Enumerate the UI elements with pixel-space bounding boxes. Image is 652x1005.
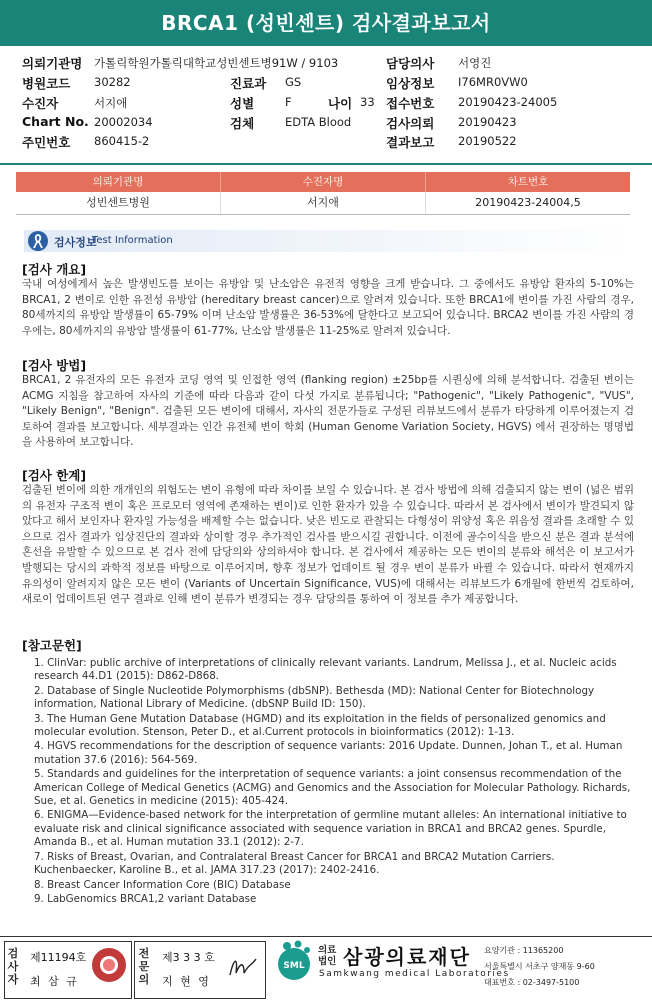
org-info: 서울특별시 서초구 양재동 9-60 [484, 962, 595, 971]
column-header: 의뢰기관명 [92, 176, 144, 188]
org-name-en: Samkwang medical Laboratories [319, 969, 510, 979]
list-item: 8. Breast Cancer Information Core (BIC) Database [34, 878, 291, 891]
section-body: BRCA1, 2 유전자의 모든 유전자 코딩 영역 및 인접한 영역 (flanking region) ±25bp를 시퀀싱에 의해 분석합니다. 검출된 변이는 ACMG 지침을 참고하여 자사의 기준에 따라 다음과 같이 다섯 가지로 분류됩니다; "Pathogenic", "Likely Pathogenic", "VUS", "Likely Benign", "Benign". 검출된 모든 변이에 대해서, 자사의 전문가들로 구성된 리뷰보드에서 분류가 타당하게 이루어졌는지 검토하여 결과를 보고합니다. 세부결과는 인간 유전체 변이 학회 (Human Genome Variation Society, HGVS) 에서 권장하는 명명법을 사용하여 보고합니다. [22, 374, 634, 449]
header-label: 의뢰기관명 [22, 56, 83, 71]
header-label: 검체 [230, 116, 255, 131]
header-divider [0, 163, 652, 165]
logo-text: SML [283, 961, 305, 971]
section-overview [22, 260, 634, 339]
header-label: 수진자 [22, 96, 59, 111]
column-header: 차트번호 [425, 172, 630, 192]
sml-logo-icon [271, 939, 317, 985]
header-value: 20002034 [94, 115, 153, 129]
signature-footer [0, 936, 652, 1005]
specialist-label: 전문의 [138, 947, 150, 986]
section-method [22, 356, 634, 451]
reviewer-name: 최 삼 규 [30, 975, 79, 988]
header-label: 주민번호 [22, 135, 71, 150]
header-value: 서영진 [458, 56, 492, 70]
header-value: 860415-2 [94, 134, 150, 148]
section-heading: [검사 방법] [22, 358, 87, 373]
list-item: 5. Standards and guidelines for the interpretation of sequence variants: a joint consensus recommendation of the American College of Medical Genetics (ACMG) and Genomics and the Association for Molecular Pathology. Richards, Sue, et al. Genetics in medicine (2015): 405-424. [34, 768, 631, 808]
header-value: 20190423 [458, 115, 517, 129]
header-value: 20190522 [458, 134, 517, 148]
header-value: 가톨릭학원가톨릭대학교성빈센트병91W / 9103 [94, 56, 339, 70]
list-item: 4. HGVS recommendations for the description of sequence variants: 2016 Update. Dunnen, Johan T., et al. Human mutation 37.6 (2016): 564-569. [34, 740, 623, 766]
list-item: 9. LabGenomics BRCA1,2 variant Database [34, 892, 257, 905]
table-cell: 성빈센트병원 [86, 196, 150, 209]
summary-table [16, 172, 630, 215]
list-item: 6. ENIGMA—Evidence-based network for the interpretation of germline mutant alleles: An international initiative to evaluate risk and clinical significance associated with sequence variation in BRCA1 and BRCA2 genes. Spurdle, Amanda B., et al. Human mutation 33.1 (2012): 2-7. [34, 809, 627, 849]
table-cell: 서지애 [220, 192, 425, 214]
table-cell: 20190423-24004,5 [425, 192, 630, 214]
report-title: BRCA1 (성빈센트) 검사결과보고서 [0, 0, 652, 46]
signature-image [226, 953, 260, 985]
header-label: 접수번호 [386, 96, 435, 111]
header-value: I76MR0VW0 [458, 75, 528, 89]
reference-list [22, 657, 638, 906]
section-heading: [검사 한계] [22, 468, 87, 483]
header-value: 30282 [94, 75, 131, 89]
list-item: 7. Risks of Breast, Ovarian, and Contralateral Breast Cancer for BRCA1 and BRCA2 Mutation Carriers. Kuchenbaecker, Karoline B., et al. JAMA 317.23 (2017): 2402-2416. [34, 850, 555, 877]
header-label: 진료과 [230, 76, 267, 91]
specialist-name: 지 현 영 [162, 975, 211, 988]
references [22, 636, 638, 907]
test-info-banner [24, 230, 632, 252]
org-prefix: 의료 법인 [318, 945, 337, 967]
header-value: 20190423-24005 [458, 95, 558, 109]
org-info: 대표번호 : 02-3497-5100 [484, 978, 580, 987]
header-label: 임상정보 [386, 76, 435, 91]
header-label: 병원코드 [22, 76, 71, 91]
header-label: 검사의뢰 [386, 116, 435, 131]
list-item: 2. Database of Single Nucleotide Polymorphisms (dbSNP). Bethesda (MD): National Center for Biotechnology information, National Library of Medicine. (dbSNP Build ID: 150). [34, 684, 595, 711]
header-label: 성별 [230, 96, 255, 111]
list-item: 1. ClinVar: public archive of interpretations of clinically relevant variants. Landrum, Melissa J., et al. Nucleic acids research 44.D1 (2015): D862-D868. [34, 657, 617, 683]
header-label: Chart No. [22, 114, 89, 129]
reviewer-label: 검사자 [7, 947, 19, 986]
summary-table-header [16, 172, 630, 192]
reviewer-license: 제11194호 [30, 951, 87, 964]
list-item: 3. The Human Gene Mutation Database (HGMD) and its exploitation in the fields of personalized genomics and molecular evolution. Stenson, Peter D., et al.Current protocols in bioinformatics (2012): 1-13. [34, 712, 606, 739]
section-body: 검출된 변이에 의한 개개인의 위험도는 변이 유형에 따라 차이를 보일 수 있습니다. 본 검사 방법에 의해 검출되지 않는 변이 (넓은 범위의 유전자 구조적 변이 혹은 프로모터 영역에 존재하는 변이)로 인한 환자가 있을 수 있습니다. 따라서 본 검사에서 변이가 발견되지 않았다고 해서 보인자나 환자일 가능성을 배제할 수는 없습니다. 낮은 빈도로 관찰되는 다형성이 위양성 혹은 위음성 결과를 초래할 수 있으므로 검사 결과가 임상진단의 결과와 상이할 경우 추가적인 검사를 받으시길 권합니다. 이전에 골수이식을 받으신 분은 결과 분석에 혼선을 유발할 수 있으므로 본 검사 전에 담당의와 상의하셔야 합니다. 본 검사에서 제공하는 모든 변이의 분류와 해석은 이 보고서가 발행되는 당시의 과학적 정보를 바탕으로 이루어지며, 향후 정보가 업데이트 될 경우 변이 분류가 바뀔 수 있습니다. 따라서 현재까지 유의성이 알려지지 않은 모든 변이 (Variants of Uncertain Significance, VUS)에 대해서는 리뷰보드가 6개월에 한번씩 검토하여, 새로이 업데이트된 연구 결과로 인해 변이 분류가 변경되는 경우 담당의를 통하여 이 정보를 추가 제공합니다. [22, 484, 634, 606]
header-value: GS [285, 75, 302, 89]
column-header: 수진자명 [220, 172, 425, 192]
test-info-label: 검사정보 [54, 236, 97, 249]
header-value-age: 33 [360, 95, 375, 109]
table-row [16, 192, 630, 215]
header-label: 결과보고 [386, 135, 435, 150]
official-seal [92, 948, 126, 982]
org-info: 요양기관 : 11365200 [484, 946, 564, 955]
ribbon-icon [28, 231, 48, 251]
specialist-license: 제3 3 3 호 [162, 951, 215, 964]
section-body: 국내 여성에게서 높은 발생빈도를 보이는 유방암 및 난소암은 유전적 영향을 크게 받습니다. 그 중에서도 유방암 환자의 5-10%는 BRCA1, 2 변이로 인한 유전성 유방암 (hereditary breast cancer)으로 알려져 있습니다. 또한 BRCA1에 변이를 가진 사람의 경우, 80세까지의 유방암 발생률이 65-79% 이며 난소암 발생률은 36-53%에 달한다고 보고되어 있습니다. BRCA2 변이를 가진 사람의 경우에는, 80세까지의 유방암 발생률이 61-77%, 난소암 발생률은 11-25%로 알려져 있습니다. [22, 278, 634, 337]
section-heading: [참고문헌] [22, 638, 82, 653]
section-heading: [검사 개요] [22, 262, 87, 277]
header-value: 서지애 [94, 96, 128, 110]
header-value: F [285, 95, 292, 109]
org-name: 삼광의료재단 [343, 945, 471, 969]
test-info-sublabel: Test Information [92, 235, 173, 246]
header-label: 담당의사 [386, 56, 435, 71]
header-label-age: 나이 [328, 96, 353, 111]
section-limitation [22, 466, 634, 608]
header-value: EDTA Blood [285, 115, 352, 129]
